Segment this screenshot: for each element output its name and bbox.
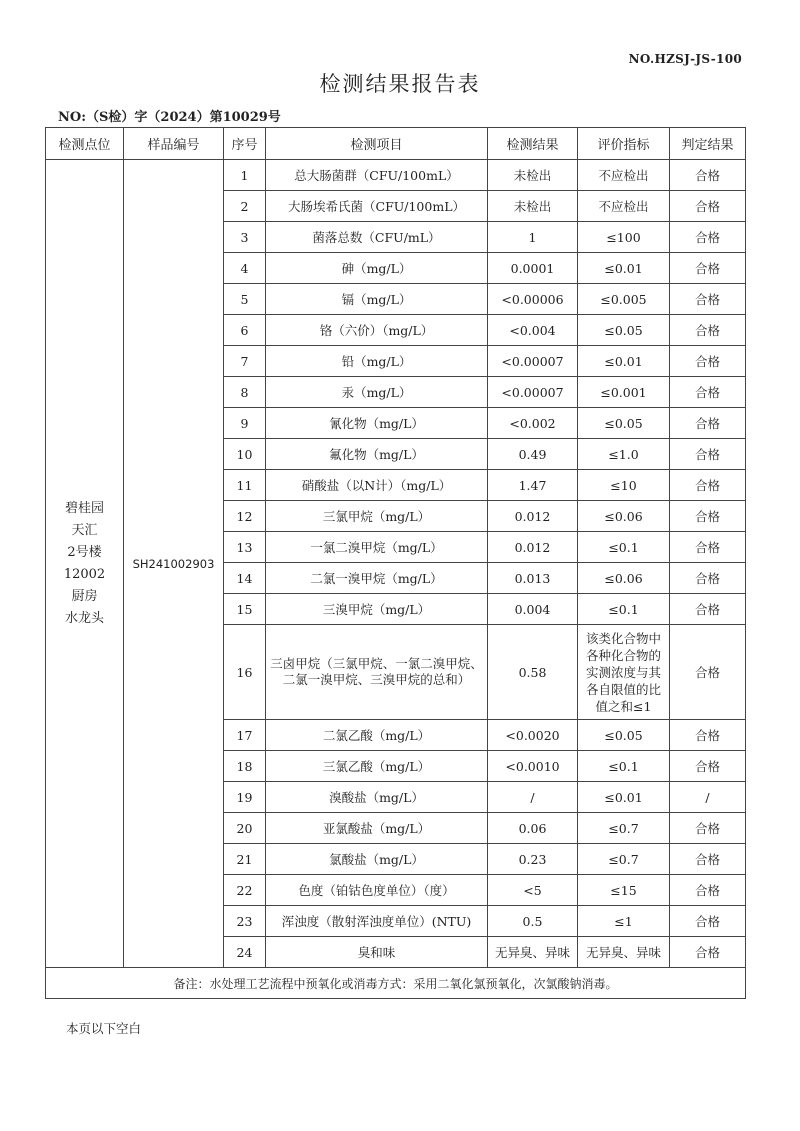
row-number: 16 [224,625,266,720]
test-result: 无异臭、异味 [488,937,578,968]
test-result: 0.012 [488,532,578,563]
test-item: 铬（六价）（mg/L） [266,315,488,346]
test-standard: ≤1 [578,906,670,937]
test-verdict: 合格 [670,408,746,439]
test-verdict: 合格 [670,906,746,937]
test-result: 未检出 [488,191,578,222]
test-standard: ≤0.7 [578,844,670,875]
test-result: <0.00007 [488,346,578,377]
test-result: <0.00006 [488,284,578,315]
test-verdict: 合格 [670,253,746,284]
test-item: 铅（mg/L） [266,346,488,377]
test-result: <0.00007 [488,377,578,408]
test-verdict: 合格 [670,937,746,968]
test-standard: ≤0.005 [578,284,670,315]
row-number: 2 [224,191,266,222]
test-item: 浑浊度（散射浑浊度单位）(NTU) [266,906,488,937]
location-line: 12002 [63,566,106,582]
test-item: 砷（mg/L） [266,253,488,284]
row-number: 9 [224,408,266,439]
test-verdict: 合格 [670,625,746,720]
test-standard: 不应检出 [578,191,670,222]
test-verdict: 合格 [670,532,746,563]
test-result: 0.5 [488,906,578,937]
test-standard: ≤0.01 [578,782,670,813]
test-result: 0.013 [488,563,578,594]
header-result: 检测结果 [488,128,578,160]
row-number: 7 [224,346,266,377]
header-test-item: 检测项目 [266,128,488,160]
row-number: 21 [224,844,266,875]
test-result: <0.0020 [488,720,578,751]
row-number: 4 [224,253,266,284]
test-result: 0.06 [488,813,578,844]
report-number: NO:（S检）字（2024）第10029号 [58,110,281,125]
test-result: 0.58 [488,625,578,720]
test-verdict: 合格 [670,160,746,191]
test-standard: ≤0.05 [578,315,670,346]
row-number: 14 [224,563,266,594]
header-verdict: 判定结果 [670,128,746,160]
location-line: 厨房 [71,588,98,604]
test-item: 镉（mg/L） [266,284,488,315]
header-sample-id: 样品编号 [124,128,224,160]
test-result: 0.004 [488,594,578,625]
location-line: 天汇 [71,522,98,538]
test-standard: 无异臭、异味 [578,937,670,968]
test-item: 菌落总数（CFU/mL） [266,222,488,253]
row-number: 22 [224,875,266,906]
row-number: 15 [224,594,266,625]
test-standard: 不应检出 [578,160,670,191]
row-number: 3 [224,222,266,253]
location-line: 水龙头 [64,610,104,626]
test-standard: ≤1.0 [578,439,670,470]
test-item: 臭和味 [266,937,488,968]
test-verdict: 合格 [670,191,746,222]
test-verdict: 合格 [670,222,746,253]
test-item: 一氯二溴甲烷（mg/L） [266,532,488,563]
test-verdict: 合格 [670,346,746,377]
test-result: 未检出 [488,160,578,191]
test-verdict: 合格 [670,284,746,315]
header-standard: 评价指标 [578,128,670,160]
test-standard: ≤0.1 [578,751,670,782]
blank-page-note: 本页以下空白 [66,1021,142,1036]
row-number: 8 [224,377,266,408]
test-result: 0.0001 [488,253,578,284]
test-item: 总大肠菌群（CFU/100mL） [266,160,488,191]
test-item: 氰化物（mg/L） [266,408,488,439]
row-number: 23 [224,906,266,937]
test-standard: ≤15 [578,875,670,906]
test-result: 0.23 [488,844,578,875]
test-standard: ≤0.05 [578,408,670,439]
test-result: 0.49 [488,439,578,470]
test-standard: ≤100 [578,222,670,253]
page-title: 检测结果报告表 [319,72,481,96]
row-number: 24 [224,937,266,968]
header-number: 序号 [224,128,266,160]
test-item: 硝酸盐（以N计）（mg/L） [266,470,488,501]
test-result: <0.004 [488,315,578,346]
test-item: 色度（铂钴色度单位）（度） [266,875,488,906]
test-verdict: 合格 [670,720,746,751]
test-item: 氯酸盐（mg/L） [266,844,488,875]
table-header-row [46,128,746,160]
test-standard: ≤0.06 [578,501,670,532]
test-standard: ≤0.01 [578,346,670,377]
test-item: 三卤甲烷（三氯甲烷、一氯二溴甲烷、二氯一溴甲烷、三溴甲烷的总和） [266,625,488,720]
test-result: <5 [488,875,578,906]
remark-row [46,968,746,999]
test-standard: ≤0.1 [578,594,670,625]
location-cell [46,160,124,968]
row-number: 19 [224,782,266,813]
row-number: 12 [224,501,266,532]
document-code: NO.HZSJ-JS-100 [628,52,742,66]
test-standard: 该类化合物中各种化合物的实测浓度与其各自限值的比值之和≤1 [578,625,670,720]
test-standard: ≤0.01 [578,253,670,284]
test-verdict: 合格 [670,377,746,408]
row-number: 1 [224,160,266,191]
test-verdict: / [670,782,746,813]
row-number: 20 [224,813,266,844]
test-verdict: 合格 [670,875,746,906]
test-verdict: 合格 [670,813,746,844]
test-standard: ≤0.7 [578,813,670,844]
test-item: 亚氯酸盐（mg/L） [266,813,488,844]
test-standard: ≤0.05 [578,720,670,751]
row-number: 11 [224,470,266,501]
row-number: 13 [224,532,266,563]
test-item: 三氯乙酸（mg/L） [266,751,488,782]
test-item: 三溴甲烷（mg/L） [266,594,488,625]
test-standard: ≤0.06 [578,563,670,594]
test-standard: ≤0.1 [578,532,670,563]
test-item: 氟化物（mg/L） [266,439,488,470]
test-item: 大肠埃希氏菌（CFU/100mL） [266,191,488,222]
table-row [46,160,746,191]
test-verdict: 合格 [670,751,746,782]
test-item: 二氯乙酸（mg/L） [266,720,488,751]
test-result: / [488,782,578,813]
test-verdict: 合格 [670,315,746,346]
test-item: 溴酸盐（mg/L） [266,782,488,813]
test-verdict: 合格 [670,594,746,625]
test-standard: ≤10 [578,470,670,501]
location-line: 碧桂园 [64,500,104,516]
test-result: 1.47 [488,470,578,501]
row-number: 5 [224,284,266,315]
row-number: 17 [224,720,266,751]
test-result: 0.012 [488,501,578,532]
remark-text: 备注：水处理工艺流程中预氧化或消毒方式：采用二氧化氯预氧化，次氯酸钠消毒。 [46,968,746,999]
test-verdict: 合格 [670,470,746,501]
test-verdict: 合格 [670,501,746,532]
test-item: 二氯一溴甲烷（mg/L） [266,563,488,594]
sample-id-cell: SH241002903 [124,160,224,968]
test-verdict: 合格 [670,563,746,594]
test-item: 汞（mg/L） [266,377,488,408]
test-verdict: 合格 [670,844,746,875]
results-table [45,127,746,999]
location-line: 2号楼 [67,544,102,560]
test-result: <0.0010 [488,751,578,782]
row-number: 10 [224,439,266,470]
test-item: 三氯甲烷（mg/L） [266,501,488,532]
header-location: 检测点位 [46,128,124,160]
row-number: 6 [224,315,266,346]
test-standard: ≤0.001 [578,377,670,408]
test-verdict: 合格 [670,439,746,470]
test-result: 1 [488,222,578,253]
row-number: 18 [224,751,266,782]
test-result: <0.002 [488,408,578,439]
